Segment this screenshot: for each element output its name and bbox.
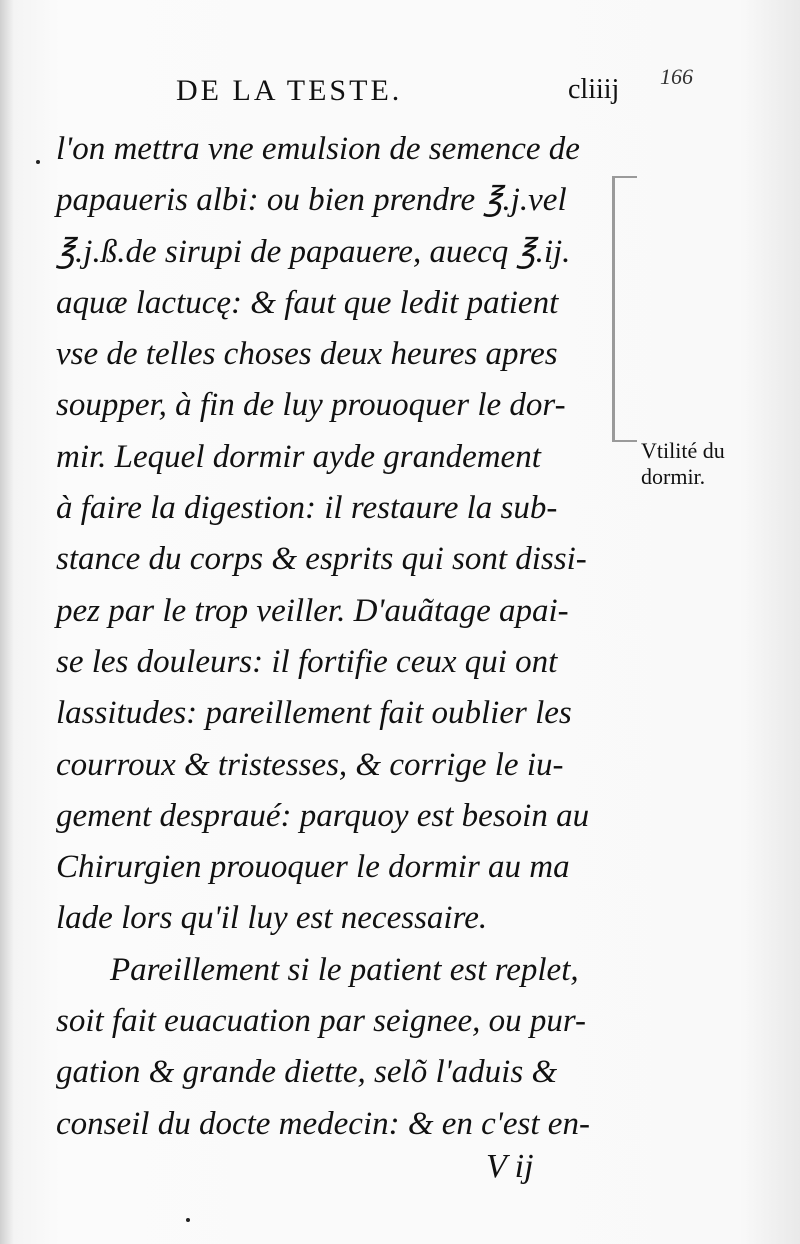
text-line: se les douleurs: il fortifie ceux qui ont [56, 643, 558, 680]
text-line: papaueris albi: ou bien prendre ℥.j.vel [56, 182, 567, 219]
margin-note-line: Vtilité du [641, 438, 725, 463]
text-line: pez par le trop veiller. D'auãtage apai- [56, 592, 569, 629]
text-line: soupper, à fin de luy prouoquer le dor- [56, 387, 566, 424]
text-line: à faire la digestion: il restaure la sub- [56, 490, 558, 527]
text-line: courroux & tristesses, & corrige le iu- [56, 746, 564, 783]
margin-bracket [612, 176, 637, 442]
text-line: lade lors qu'il luy est necessaire. [56, 900, 488, 937]
text-line: stance du corps & esprits qui sont dissi- [56, 541, 587, 578]
running-title: DE LA TESTE. [176, 74, 403, 107]
folio-number: cliiij [568, 74, 620, 105]
text-line: vse de telles choses deux heures apres [56, 336, 558, 373]
text-line: aquæ lactucę: & faut que ledit patient [56, 284, 559, 321]
body-text [56, 124, 636, 1150]
signature-mark: V ij [486, 1148, 534, 1185]
text-line: gation & grande diette, selõ l'aduis & [56, 1054, 558, 1091]
text-line: l'on mettra vne emulsion de semence de [56, 131, 580, 167]
ink-speck [186, 1218, 190, 1222]
ink-speck [36, 160, 40, 164]
text-line: ℥.j.ß.de sirupi de papauere, auecq ℥.ij. [56, 233, 571, 270]
text-line-paragraph-start: Pareillement si le patient est replet, [110, 951, 579, 988]
margin-note-line: dormir. [641, 464, 706, 489]
margin-note [641, 438, 791, 490]
text-line: mir. Lequel dormir ayde grandement [56, 438, 541, 475]
text-line: gement despraué: parquoy est besoin au [56, 797, 590, 834]
text-line: conseil du docte medecin: & en c'est en- [56, 1105, 590, 1142]
text-line: lassitudes: pareillement fait oublier les [56, 695, 572, 732]
text-line: Chirurgien prouoquer le dormir au ma [56, 849, 570, 886]
text-line: soit fait euacuation par seignee, ou pur- [56, 1003, 587, 1040]
handwritten-page-number: 166 [660, 64, 693, 89]
